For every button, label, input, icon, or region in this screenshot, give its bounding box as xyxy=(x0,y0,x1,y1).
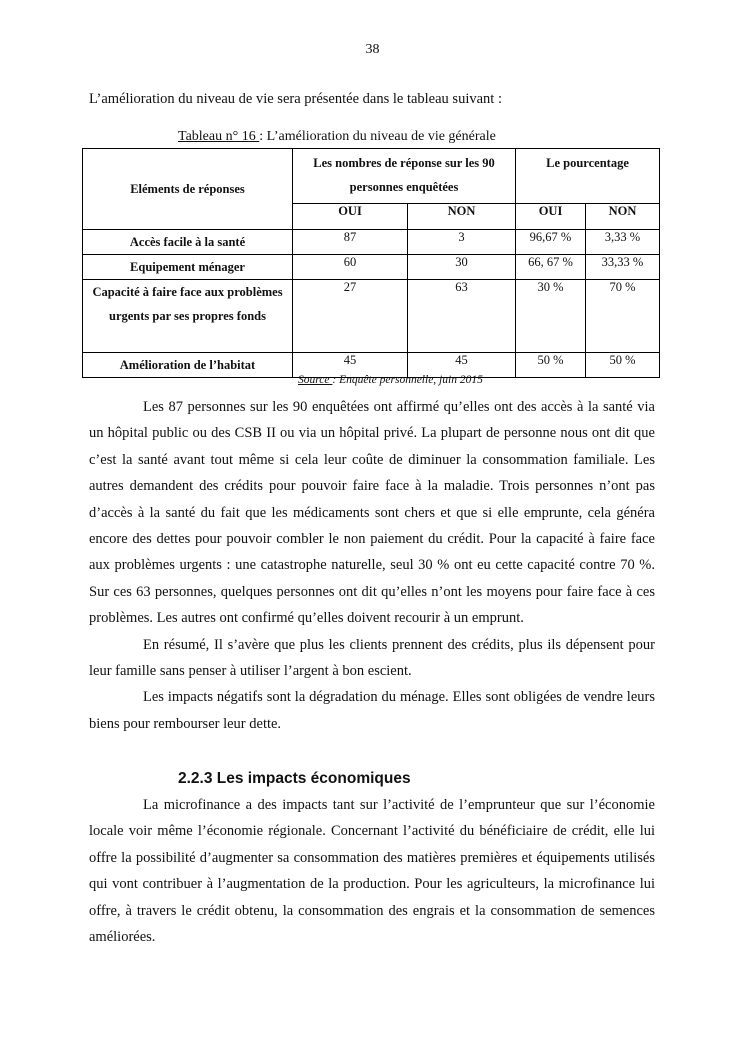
row-count-non: 45 xyxy=(408,353,516,378)
section-heading: 2.2.3 Les impacts économiques xyxy=(178,770,411,787)
intro-sentence: L’amélioration du niveau de vie sera présentée dans le tableau suivant : xyxy=(89,91,502,107)
row-pct-non: 70 % xyxy=(586,280,660,353)
header-pct-oui: OUI xyxy=(516,204,586,230)
header-count-oui: OUI xyxy=(293,204,408,230)
row-label: Capacité à faire face aux problèmes urgents par ses propres fonds xyxy=(83,280,293,353)
row-count-non: 3 xyxy=(408,230,516,255)
row-label: Equipement ménager xyxy=(83,255,293,280)
header-percent-text: Le pourcentage xyxy=(546,156,629,170)
row-pct-oui: 50 % xyxy=(516,353,586,378)
paragraph: Les impacts négatifs sont la dégradation du ménage. Elles sont obligées de vendre leurs biens pour rembourser leur dette. xyxy=(89,689,655,732)
row-count-oui: 45 xyxy=(293,353,408,378)
table-row xyxy=(83,230,660,255)
data-table xyxy=(82,148,660,378)
row-pct-oui: 96,67 % xyxy=(516,230,586,255)
body-text xyxy=(89,394,655,737)
header-elements-text: Eléments de réponses xyxy=(130,181,245,196)
header-elements xyxy=(83,149,293,230)
row-count-oui: 60 xyxy=(293,255,408,280)
row-count-non: 30 xyxy=(408,255,516,280)
table-row xyxy=(83,280,660,353)
row-pct-non: 50 % xyxy=(586,353,660,378)
table-caption-label: Tableau n° 16 xyxy=(178,129,260,144)
table-caption xyxy=(178,129,496,145)
table-source xyxy=(298,374,483,386)
page-number: 38 xyxy=(365,42,380,57)
header-counts xyxy=(293,149,516,204)
paragraph: La microfinance a des impacts tant sur l’activité de l’emprunteur que sur l’économie locale voir même l’économie régionale. Concernant l’activité du bénéficiaire de crédit, elle lui offre la possibilité d’augmenter sa consommation des matières premières et équipements utilisés qui vont contribuer à l’augmentation de la production. Pour les agriculteurs, la microfinance lui offre, à travers le crédit obtenu, la consommation des engrais et la consommation de semences améliorées. xyxy=(89,797,655,946)
row-label: Accès facile à la santé xyxy=(83,230,293,255)
paragraph: En résumé, Il s’avère que plus les clients prennent des crédits, plus ils dépensent pour leur famille sans penser à utiliser l’argent à bon escient. xyxy=(89,636,655,680)
row-count-non: 63 xyxy=(408,280,516,353)
table-caption-text: : L’amélioration du niveau de vie générale xyxy=(259,129,496,144)
header-pct-non: NON xyxy=(586,204,660,230)
paragraph: Les 87 personnes sur les 90 enquêtées ont affirmé qu’elles ont des accès à la santé via un hôpital public ou des CSB II ou via un hôpital privé. La plupart de personne nous ont dit que c’est la santé avant tout même si cela leur coûte de diminuer la consommation familiale. Les autres demandent des crédits pour pouvoir faire face à la maladie. Trois personnes n’ont pas d’accès à la santé du fait que les médicaments sont chers et que si elle emprunte, cela généra encore des dettes pour pouvoir combler le non paiement du crédit. Pour la capacité à faire face aux problèmes urgents : une catastrophe naturelle, seul 30 % ont eu cette capacité contre 70 %. Sur ces 63 personnes, quelques personnes ont dit qu’elles n’ont les moyens pour faire face à ces problèmes. Les autres ont confirmé qu’elles doivent recourir à un emprunt. xyxy=(89,399,655,627)
header-percent xyxy=(516,149,660,204)
source-label: Source xyxy=(298,374,333,386)
row-pct-non: 33,33 % xyxy=(586,255,660,280)
row-pct-non: 3,33 % xyxy=(586,230,660,255)
row-count-oui: 27 xyxy=(293,280,408,353)
header-count-non: NON xyxy=(408,204,516,230)
source-text: : Enquête personnelle, juin 2015 xyxy=(332,374,483,386)
table-row xyxy=(83,255,660,280)
row-count-oui: 87 xyxy=(293,230,408,255)
row-pct-oui: 66, 67 % xyxy=(516,255,586,280)
header-counts-text: Les nombres de réponse sur les 90 personnes enquêtées xyxy=(313,156,495,194)
row-label: Amélioration de l’habitat xyxy=(83,353,293,378)
section-body xyxy=(89,792,655,950)
row-pct-oui: 30 % xyxy=(516,280,586,353)
